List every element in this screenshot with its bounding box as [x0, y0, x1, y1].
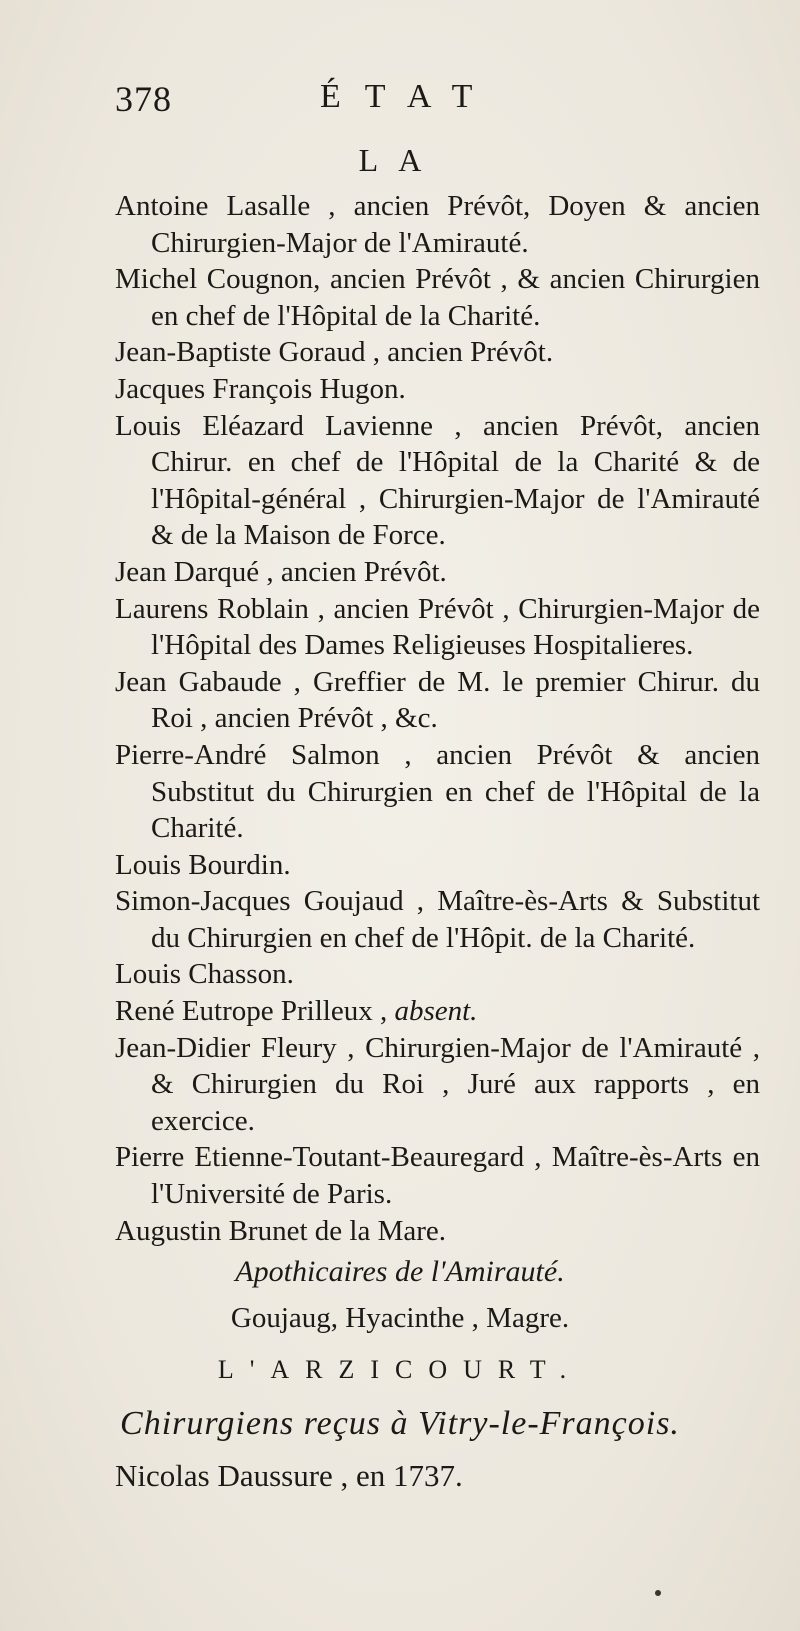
vitry-surgeon-entry: Nicolas Daussure , en 1737. [115, 1458, 463, 1493]
list-item: Jean-Baptiste Goraud , ancien Prévôt. [115, 336, 554, 369]
absent-note: absent. [394, 995, 478, 1028]
list-item: Louis Eléazard Lavienne , ancien Prévôt, ancien Chirur. en chef de l'Hôpital de la Charité & de l'Hôpital-général , Chirurgien-Major de l'Amirauté & de la Maison de Force. [115, 409, 760, 552]
list-item: Louis Bourdin. [115, 848, 291, 881]
page-header [115, 78, 715, 138]
page-number: 378 [115, 79, 172, 119]
list-item: Simon-Jacques Goujaud , Maître-ès-Arts & Substitut du Chirurgien en chef de l'Hôpit. de la Charité. [115, 885, 760, 954]
list-item: Jean-Didier Fleury , Chirurgien-Major de l'Amirauté , & Chirurgien du Roi , Juré aux rapports , en exercice. [115, 1031, 760, 1137]
list-item: Augustin Brunet de la Mare. [115, 1214, 447, 1247]
section-subtitle: LA [358, 142, 442, 178]
apothecaries-heading: Apothicaires de l'Amirauté. [235, 1255, 565, 1288]
list-item: Laurens Roblain , ancien Prévôt , Chirurgien-Major de l'Hôpital des Dames Religieuses Hospitalieres. [115, 592, 760, 662]
town-heading: L'ARZICOURT. [217, 1355, 583, 1384]
list-item: Pierre Etienne-Toutant-Beauregard , Maître-ès-Arts en l'Université de Paris. [115, 1141, 760, 1211]
running-title: ÉTAT [320, 78, 497, 115]
list-item: Pierre-André Salmon , ancien Prévôt & ancien Substitut du Chirurgien en chef de l'Hôpital de la Charité. [115, 738, 760, 845]
apothecaries-names: Goujaug, Hyacinthe , Magre. [230, 1302, 570, 1334]
list-item: René Eutrope Prilleux , absent. [115, 995, 478, 1028]
vitry-surgeons-heading: Chirurgiens reçus à Vitry-le-François. [120, 1405, 680, 1442]
list-item: Jean Darqué , ancien Prévôt. [115, 555, 447, 588]
ink-speck [655, 1590, 661, 1596]
list-item: Antoine Lasalle , ancien Prévôt, Doyen & ancien Chirurgien-Major de l'Amirauté. [115, 190, 760, 259]
list-item: Michel Cougnon, ancien Prévôt , & ancien Chirurgien en chef de l'Hôpital de la Charité. [115, 263, 760, 332]
surgeon-list [115, 188, 760, 1249]
list-item: Jean Gabaude , Greffier de M. le premier Chirur. du Roi , ancien Prévôt , &c. [115, 665, 760, 735]
list-item: Louis Chasson. [115, 958, 294, 991]
list-item: Jacques François Hugon. [115, 372, 406, 405]
